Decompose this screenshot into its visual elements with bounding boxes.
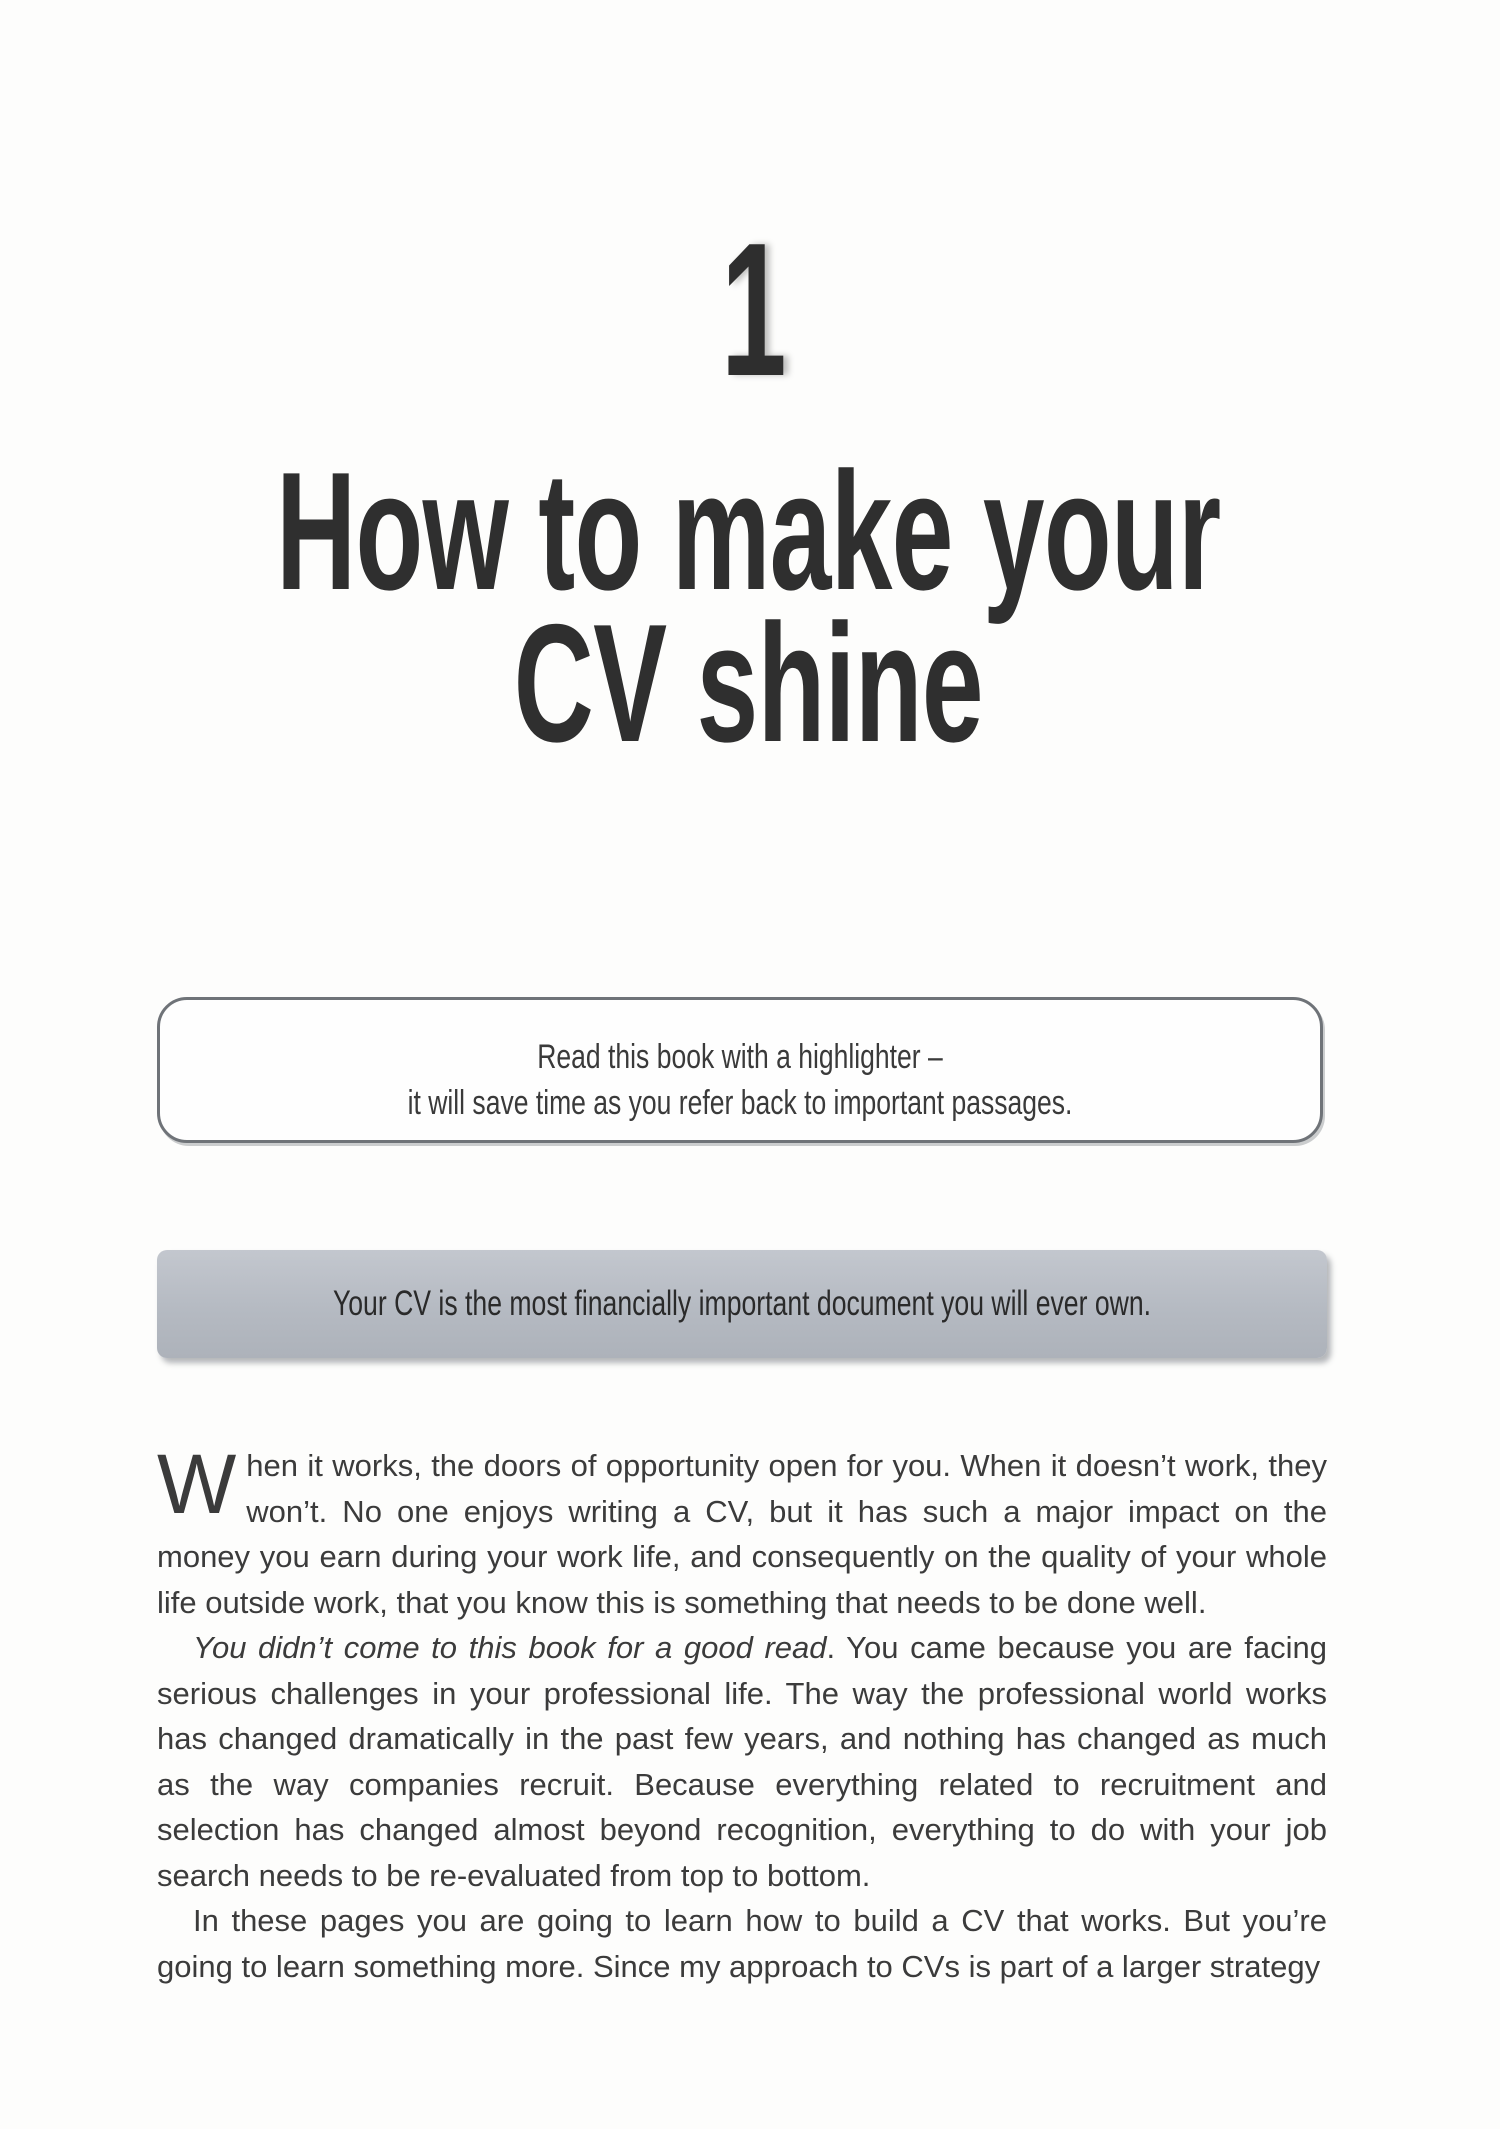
chapter-title [0, 437, 1500, 777]
chapter-title-line-1: How to make your [276, 437, 1221, 625]
paragraph-2-italic: You didn’t come to this book for a good read [193, 1630, 827, 1665]
chapter-title-line-2: CV shine [513, 589, 983, 777]
paragraph-2 [157, 1625, 1327, 1898]
paragraph-3 [157, 1898, 1327, 1989]
paragraph-1-text: hen it works, the doors of opportunity open for you. When it doesn’t work, they won’t. No one enjoys writing a CV, but it has such a major impact on the money you earn during your work life, and consequently on the quality of your whole life outside work, that you know this is something that needs to be done well. [157, 1448, 1327, 1620]
tip-line-1: Read this book with a highlighter – [537, 1038, 943, 1076]
paragraph-1 [157, 1437, 1327, 1625]
drop-cap: W [157, 1437, 237, 1531]
pull-quote-text: Your CV is the most financially important document you will ever own. [332, 1284, 1152, 1323]
chapter-number: 1 [721, 204, 787, 416]
paragraph-3-text: In these pages you are going to learn how to build a CV that works. But you’re going to learn something more. Since my approach to CVs is part of a larger strategy [157, 1903, 1327, 1984]
tip-line-2: it will save time as you refer back to important passages. [407, 1084, 1073, 1122]
pull-quote-box [157, 1250, 1327, 1358]
paragraph-2-text: . You came because you are facing serious challenges in your professional life. The way the professional world works has changed dramatically in the past few years, and nothing has changed as much as the way companies recruit. Because everything related to recruitment and selection has changed almost beyond recognition, everything to do with your job search needs to be re-evaluated from top to bottom. [157, 1630, 1327, 1893]
body-text [157, 1437, 1327, 1989]
tip-box [157, 997, 1323, 1143]
